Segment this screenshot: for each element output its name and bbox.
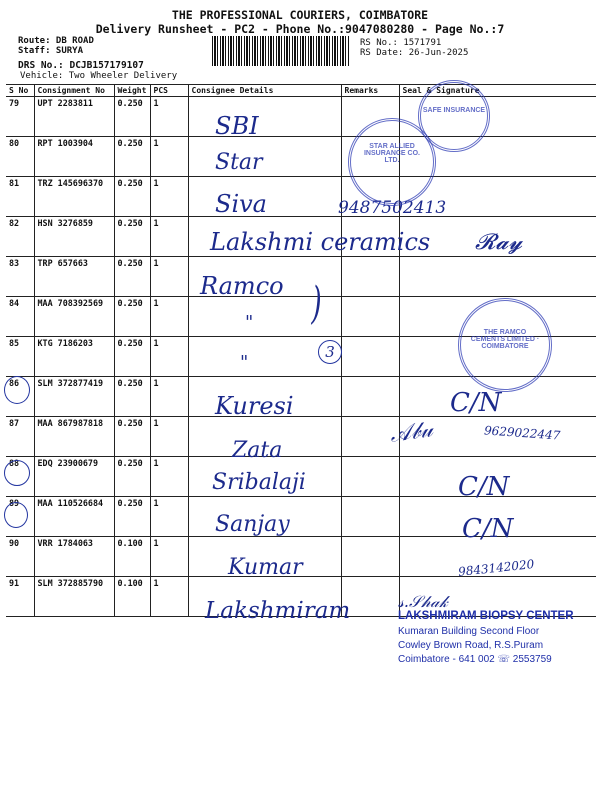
barcode xyxy=(212,36,350,66)
hw-consignee-90: Kumar xyxy=(228,555,303,580)
hw-consignee-86: Kuresi xyxy=(215,392,294,420)
cell-weight: 0.250 xyxy=(114,257,150,297)
hw-signature-82: 𝓡𝓪𝔂 xyxy=(475,230,523,255)
hw-circle-89 xyxy=(4,502,28,528)
route: Route: DB ROAD xyxy=(18,36,94,46)
cell-remarks xyxy=(341,537,399,577)
hw-phone-81: 9487502413 xyxy=(338,198,447,218)
cell-sno: 79 xyxy=(6,97,34,137)
stamp-star-allied xyxy=(348,118,436,206)
cell-consignment: MAA 708392569 xyxy=(34,297,114,337)
cell-consignment: EDQ 23900679 xyxy=(34,457,114,497)
hw-phone-90: 9843142020 xyxy=(457,557,535,579)
hw-consignee-80: Star xyxy=(215,150,263,175)
lab-stamp-name: LAKSHMIRAM BIOPSY CENTER xyxy=(398,610,574,622)
cell-sno: 85 xyxy=(6,337,34,377)
cell-consignment: MAA 110526684 xyxy=(34,497,114,537)
hw-consignee-91: Lakshmiram xyxy=(205,598,351,624)
cell-weight: 0.250 xyxy=(114,217,150,257)
cell-weight: 0.250 xyxy=(114,177,150,217)
cell-weight: 0.250 xyxy=(114,497,150,537)
col-pcs: PCS xyxy=(150,85,188,97)
cell-consignment: UPT 2283811 xyxy=(34,97,114,137)
col-weight: Weight xyxy=(114,85,150,97)
hw-consignee-85: " xyxy=(240,352,249,373)
col-sno: S No xyxy=(6,85,34,97)
cell-remarks xyxy=(341,497,399,537)
cell-weight: 0.250 xyxy=(114,97,150,137)
hw-circle-86 xyxy=(4,376,30,404)
cell-consignee xyxy=(188,97,341,137)
cell-pcs: 1 xyxy=(150,337,188,377)
cell-sno: 81 xyxy=(6,177,34,217)
cell-weight: 0.250 xyxy=(114,297,150,337)
cell-consignment: SLM 372877419 xyxy=(34,377,114,417)
cell-signature xyxy=(399,257,596,297)
cell-pcs: 1 xyxy=(150,177,188,217)
runsheet-title: Delivery Runsheet - PC2 - Phone No.:9047080280 - Page No.:7 xyxy=(95,22,505,36)
hw-signature-91: 𝓈.𝒮𝒽𝒶𝓀 xyxy=(398,592,448,611)
hw-consignee-84: " xyxy=(245,312,254,333)
cell-remarks xyxy=(341,297,399,337)
cell-consignment: TRZ 145696370 xyxy=(34,177,114,217)
hw-consignee-83: Ramco xyxy=(200,272,284,300)
cell-sno: 91 xyxy=(6,577,34,617)
cell-sno: 88 xyxy=(6,457,34,497)
cell-sno: 82 xyxy=(6,217,34,257)
cell-sno: 89 xyxy=(6,497,34,537)
hw-consignee-87: Zata xyxy=(232,438,283,463)
cell-pcs: 1 xyxy=(150,377,188,417)
hw-consignee-81: Siva xyxy=(215,190,267,218)
cell-remarks xyxy=(341,257,399,297)
lab-stamp-line3: Coimbatore - 641 002 ☏ 2553759 xyxy=(398,654,552,665)
cell-pcs: 1 xyxy=(150,297,188,337)
col-signature: Seal & Signature xyxy=(399,85,596,97)
col-consignee: Consignee Details xyxy=(188,85,341,97)
table-row xyxy=(6,177,596,217)
stamp-star-allied-text: STAR ALLIED INSURANCE CO. LTD. xyxy=(363,143,420,164)
table-row xyxy=(6,97,596,137)
cell-consignment: KTG 7186203 xyxy=(34,337,114,377)
hw-remark-88: C/N xyxy=(458,472,510,502)
table-row xyxy=(6,137,596,177)
rs-date: RS Date: 26-Jun-2025 xyxy=(360,48,469,58)
cell-remarks xyxy=(341,457,399,497)
cell-pcs: 1 xyxy=(150,137,188,177)
hw-consignee-89: Sanjay xyxy=(215,512,290,537)
hw-remark-89: C/N xyxy=(462,514,514,544)
cell-sno: 90 xyxy=(6,537,34,577)
cell-sno: 80 xyxy=(6,137,34,177)
cell-pcs: 1 xyxy=(150,457,188,497)
vehicle: Vehicle: Two Wheeler Delivery xyxy=(20,71,178,81)
cell-pcs: 1 xyxy=(150,257,188,297)
hw-consignee-88: Sribalaji xyxy=(212,470,306,495)
cell-weight: 0.100 xyxy=(114,577,150,617)
staff: Staff: SURYA xyxy=(18,46,84,56)
hw-signature-87: 𝒜𝒷𝓊 xyxy=(388,417,435,448)
hw-circle-88 xyxy=(4,460,30,486)
col-consignment: Consignment No xyxy=(34,85,114,97)
hw-consignee-82: Lakshmi ceramics xyxy=(210,228,431,256)
cell-remarks xyxy=(341,337,399,377)
cell-pcs: 1 xyxy=(150,97,188,137)
hw-mark-85: 3 xyxy=(318,340,342,364)
lab-stamp-line2: Cowley Brown Road, R.S.Puram xyxy=(398,640,544,651)
cell-weight: 0.250 xyxy=(114,417,150,457)
drs-number: DRS No.: DCJB157179107 xyxy=(18,60,144,71)
cell-remarks xyxy=(341,377,399,417)
cell-pcs: 1 xyxy=(150,217,188,257)
cell-consignment: RPT 1003904 xyxy=(34,137,114,177)
cell-consignee xyxy=(188,137,341,177)
cell-pcs: 1 xyxy=(150,497,188,537)
table-row xyxy=(6,257,596,297)
cell-weight: 0.250 xyxy=(114,337,150,377)
cell-consignment: HSN 3276859 xyxy=(34,217,114,257)
cell-consignment: TRP 657663 xyxy=(34,257,114,297)
company-title: THE PROFESSIONAL COURIERS, COIMBATORE xyxy=(171,8,429,22)
stamp-ramco xyxy=(458,298,552,392)
cell-consignment: SLM 372885790 xyxy=(34,577,114,617)
stamp-ramco-text: THE RAMCO CEMENTS LIMITED · COIMBATORE xyxy=(470,329,540,350)
col-remarks: Remarks xyxy=(341,85,399,97)
cell-weight: 0.250 xyxy=(114,377,150,417)
rs-number: RS No.: 1571791 xyxy=(360,38,442,48)
cell-sno: 84 xyxy=(6,297,34,337)
cell-consignment: MAA 867987818 xyxy=(34,417,114,457)
cell-sno: 86 xyxy=(6,377,34,417)
cell-pcs: 1 xyxy=(150,537,188,577)
hw-phone-87: 9629022447 xyxy=(483,423,561,443)
lab-stamp-line1: Kumaran Building Second Floor xyxy=(398,626,540,637)
cell-weight: 0.250 xyxy=(114,457,150,497)
hw-consignee-79: SBI xyxy=(215,112,259,140)
cell-sno: 83 xyxy=(6,257,34,297)
hw-bracket: ) xyxy=(311,278,322,329)
cell-pcs: 1 xyxy=(150,417,188,457)
cell-pcs: 1 xyxy=(150,577,188,617)
cell-weight: 0.100 xyxy=(114,537,150,577)
hw-remark-86: C/N xyxy=(450,388,502,418)
table-header xyxy=(6,85,596,97)
cell-weight: 0.250 xyxy=(114,137,150,177)
cell-sno: 87 xyxy=(6,417,34,457)
cell-consignment: VRR 1784063 xyxy=(34,537,114,577)
stamp-safe-insurance-text: SAFE INSURANCE xyxy=(422,107,486,114)
